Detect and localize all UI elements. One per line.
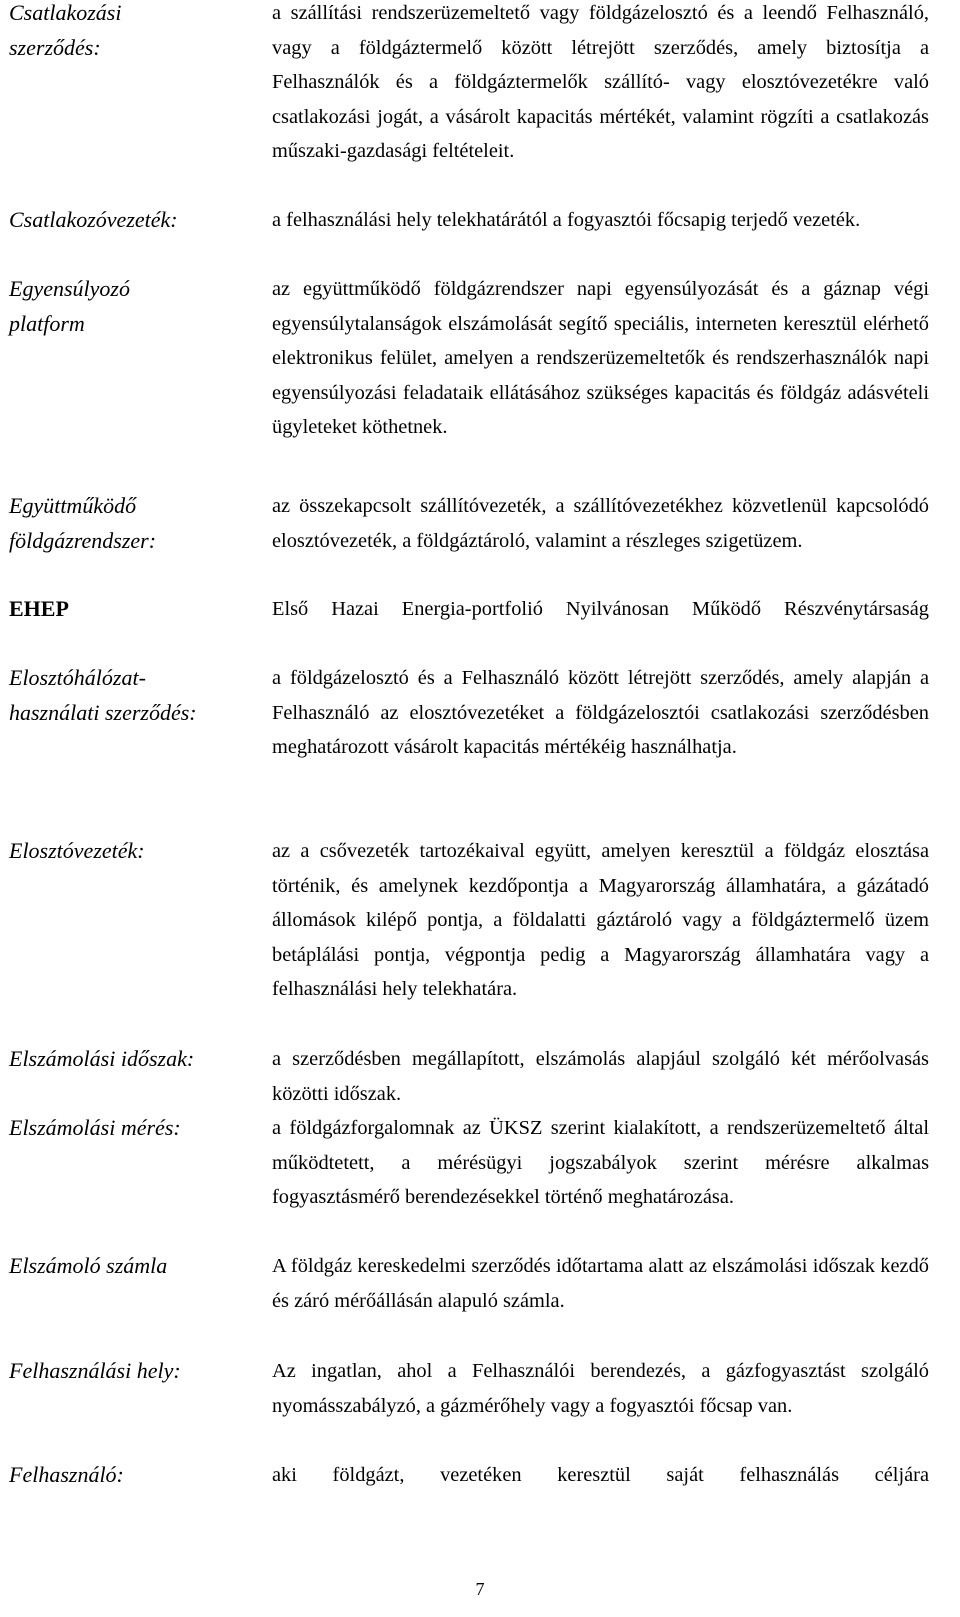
term-label: Elosztóhálózat-használati szerződés: — [9, 665, 197, 725]
definition-text: Az ingatlan, ahol a Felhasználói berendezés, a gázfogyasztást szolgáló nyomásszabályzó, a gázmérőhely vagy a fogyasztói főcsap van. — [272, 1360, 929, 1417]
term-label: Egyensúlyozó platform — [9, 276, 130, 336]
definition-text: a szerződésben megállapított, elszámolás alapjául szolgáló két mérőolvasás közötti időszak. — [272, 1048, 929, 1105]
definition-text: aki földgázt, vezetéken keresztül saját felhasználás céljára — [272, 1464, 929, 1486]
term-label: Felhasználó: — [9, 1462, 124, 1487]
definition-text: az együttműködő földgázrendszer napi egyensúlyozását és a gáznap végi egyensúlytalanságok elszámolását segítő speciális, interneten keresztül elérhető elektronikus felület, amelyen a rendszerüzemeltetők és rendszerhasználók napi egyensúlyozási feladataik ellátásához szükséges kapacitás és földgáz adásvételi ügyleteket köthetnek. — [272, 278, 929, 439]
term-label: Elszámoló számla — [9, 1253, 168, 1278]
term-label: Együttműködő földgázrendszer: — [9, 493, 157, 553]
definition-text: az a csővezeték tartozékaival együtt, amelyen keresztül a földgáz elosztása történik, és amelynek kezdőpontja a Magyarország államhatára, a gázátadó állomások kilépő pontja, a földalatti gáztároló vagy a földgáztermelő üzem betáplálási pontja, végpontja pedig a Magyarország államhatára vagy a felhasználási hely telekhatára. — [272, 840, 929, 1001]
term-label: Elosztóvezeték: — [9, 838, 145, 863]
page-number: 7 — [475, 1579, 485, 1599]
term-label: Csatlakozási szerződés: — [9, 0, 122, 60]
definition-text: a szállítási rendszerüzemeltető vagy földgázelosztó és a leendő Felhasználó, vagy a földgáztermelő között létrejött szerződés, amely biztosítja a Felhasználók és a földgáztermelők szállító- vagy elosztóvezetékre való csatlakozási jogát, a vásárolt kapacitás mértékét, valamint rögzíti a csatlakozás műszaki-gazdasági feltételeit. — [272, 2, 929, 163]
term-label: Csatlakozóvezeték: — [9, 207, 178, 232]
definition-text: az összekapcsolt szállítóvezeték, a szállítóvezetékhez közvetlenül kapcsolódó elosztóvezeték, a földgáztároló, valamint a részleges szigetüzem. — [272, 495, 929, 552]
term-label: Felhasználási hely: — [9, 1358, 181, 1383]
definition-text: a földgázforgalomnak az ÜKSZ szerint kialakított, a rendszerüzemeltető által működtetett, a mérésügyi jogszabályok szerint mérésre alkalmas fogyasztásmérő berendezésekkel történő meghatározása. — [272, 1117, 929, 1209]
term-label: EHEP — [9, 596, 69, 621]
term-label: Elszámolási időszak: — [9, 1046, 195, 1071]
definition-text: Első Hazai Energia-portfolió Nyilvánosan Működő Részvénytársaság — [272, 598, 929, 620]
definition-text: A földgáz kereskedelmi szerződés időtartama alatt az elszámolási időszak kezdő és záró mérőállásán alapuló számla. — [272, 1255, 929, 1312]
definition-text: a felhasználási hely telekhatárától a fogyasztói főcsapig terjedő vezeték. — [272, 209, 861, 231]
term-label: Elszámolási mérés: — [9, 1115, 181, 1140]
definition-text: a földgázelosztó és a Felhasználó között létrejött szerződés, amely alapján a Felhasználó az elosztóvezetéket a földgázelosztói csatlakozási szerződésben meghatározott vásárolt kapacitás mértékéig használhatja. — [272, 667, 929, 759]
